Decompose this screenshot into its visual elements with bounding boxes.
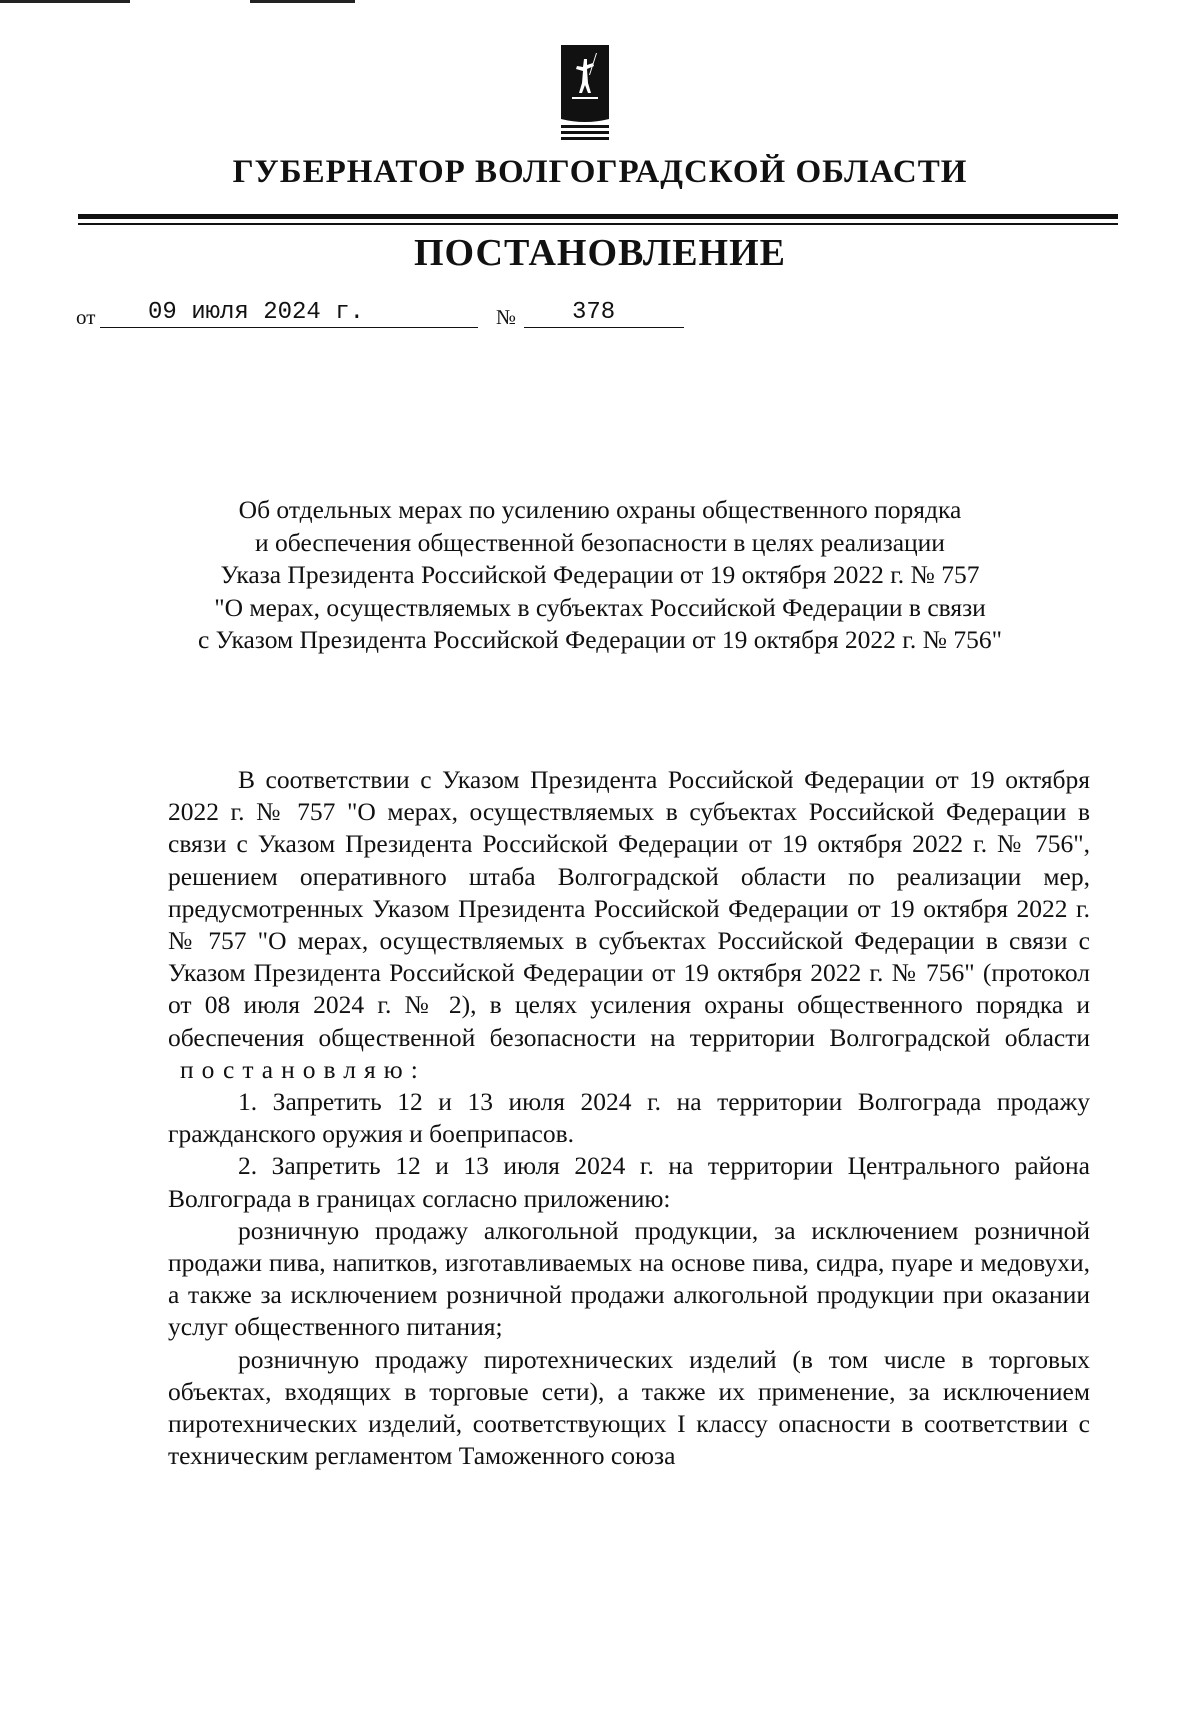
header-divider-thin xyxy=(78,223,1118,225)
document-heading xyxy=(130,494,1070,657)
number-label: № xyxy=(496,305,517,329)
preamble-text: В соответствии с Указом Президента Российской Федерации от 19 октября 2022 г. № 757 "О мерах, осуществляемых в субъектах Российской Федерации в связи с Указом Президента Российской Федерации от 19 октября 2022 г. № 756", решением оперативного штаба Волгоградской области по реализации мер, предусмотренных Указом Президента Российской Федерации от 19 октября 2022 г. № 757 "О мерах, осуществляемых в субъектах Российской Федерации в связи с Указом Президента Российской Федерации от 19 октября 2022 г. № 756" (протокол от 08 июля 2024 г. № 2), в целях усиления охраны общественного порядка и обеспечения общественной безопасности на территории Волгоградской области xyxy=(168,765,1090,1052)
document-type: ПОСТАНОВЛЕНИЕ xyxy=(413,232,787,274)
scan-edge-mark xyxy=(0,0,130,3)
heading-line: и обеспечения общественной безопасности в целях реализации xyxy=(255,527,945,557)
heading-line: Указа Президента Российской Федерации от 19 октября 2022 г. № 757 xyxy=(220,560,980,589)
heading-line: "О мерах, осуществляемых в субъектах Российской Федерации в связи xyxy=(214,592,986,622)
scan-edge-mark xyxy=(250,0,355,3)
body-paragraph: 1. Запретить 12 и 13 июля 2024 г. на территории Волгограда продажу гражданского оружия и боеприпасов. xyxy=(168,1087,1090,1149)
document-meta xyxy=(76,298,696,332)
coat-of-arms-icon xyxy=(560,45,610,140)
date-underline xyxy=(100,327,478,328)
header-divider-thick xyxy=(78,214,1118,219)
document-number: 378 xyxy=(572,299,616,326)
number-underline xyxy=(524,327,684,328)
preamble-paragraph xyxy=(168,764,1090,1086)
body-paragraph: 2. Запретить 12 и 13 июля 2024 г. на территории Центрального района Волгограда в границах согласно приложению: xyxy=(168,1151,1090,1213)
decree-word: постановляю: xyxy=(180,1054,426,1084)
body-paragraph: розничную продажу алкогольной продукции, за исключением розничной продажи пива, напитков, изготавливаемых на основе пива, сидра, пуаре и медовухи, а также за исключением розничной продажи алкогольной продукции при оказании услуг общественного питания; xyxy=(168,1215,1090,1342)
date-label: от xyxy=(76,305,96,329)
heading-line: с Указом Президента Российской Федерации от 19 октября 2022 г. № 756" xyxy=(197,625,1003,654)
heading-line: Об отдельных мерах по усилению охраны общественного порядка xyxy=(238,495,962,524)
document-body xyxy=(168,764,1090,1472)
document-date: 09 июля 2024 г. xyxy=(148,299,365,326)
body-paragraph: розничную продажу пиротехнических изделий (в том числе в торговых объектах, входящих в торговые сети), а также их применение, за исключением пиротехнических изделий, соответствующих I классу опасности в соответствии с техническим регламентом Таможенного союза xyxy=(168,1344,1090,1471)
org-title: ГУБЕРНАТОР ВОЛГОГРАДСКОЙ ОБЛАСТИ xyxy=(232,154,968,190)
